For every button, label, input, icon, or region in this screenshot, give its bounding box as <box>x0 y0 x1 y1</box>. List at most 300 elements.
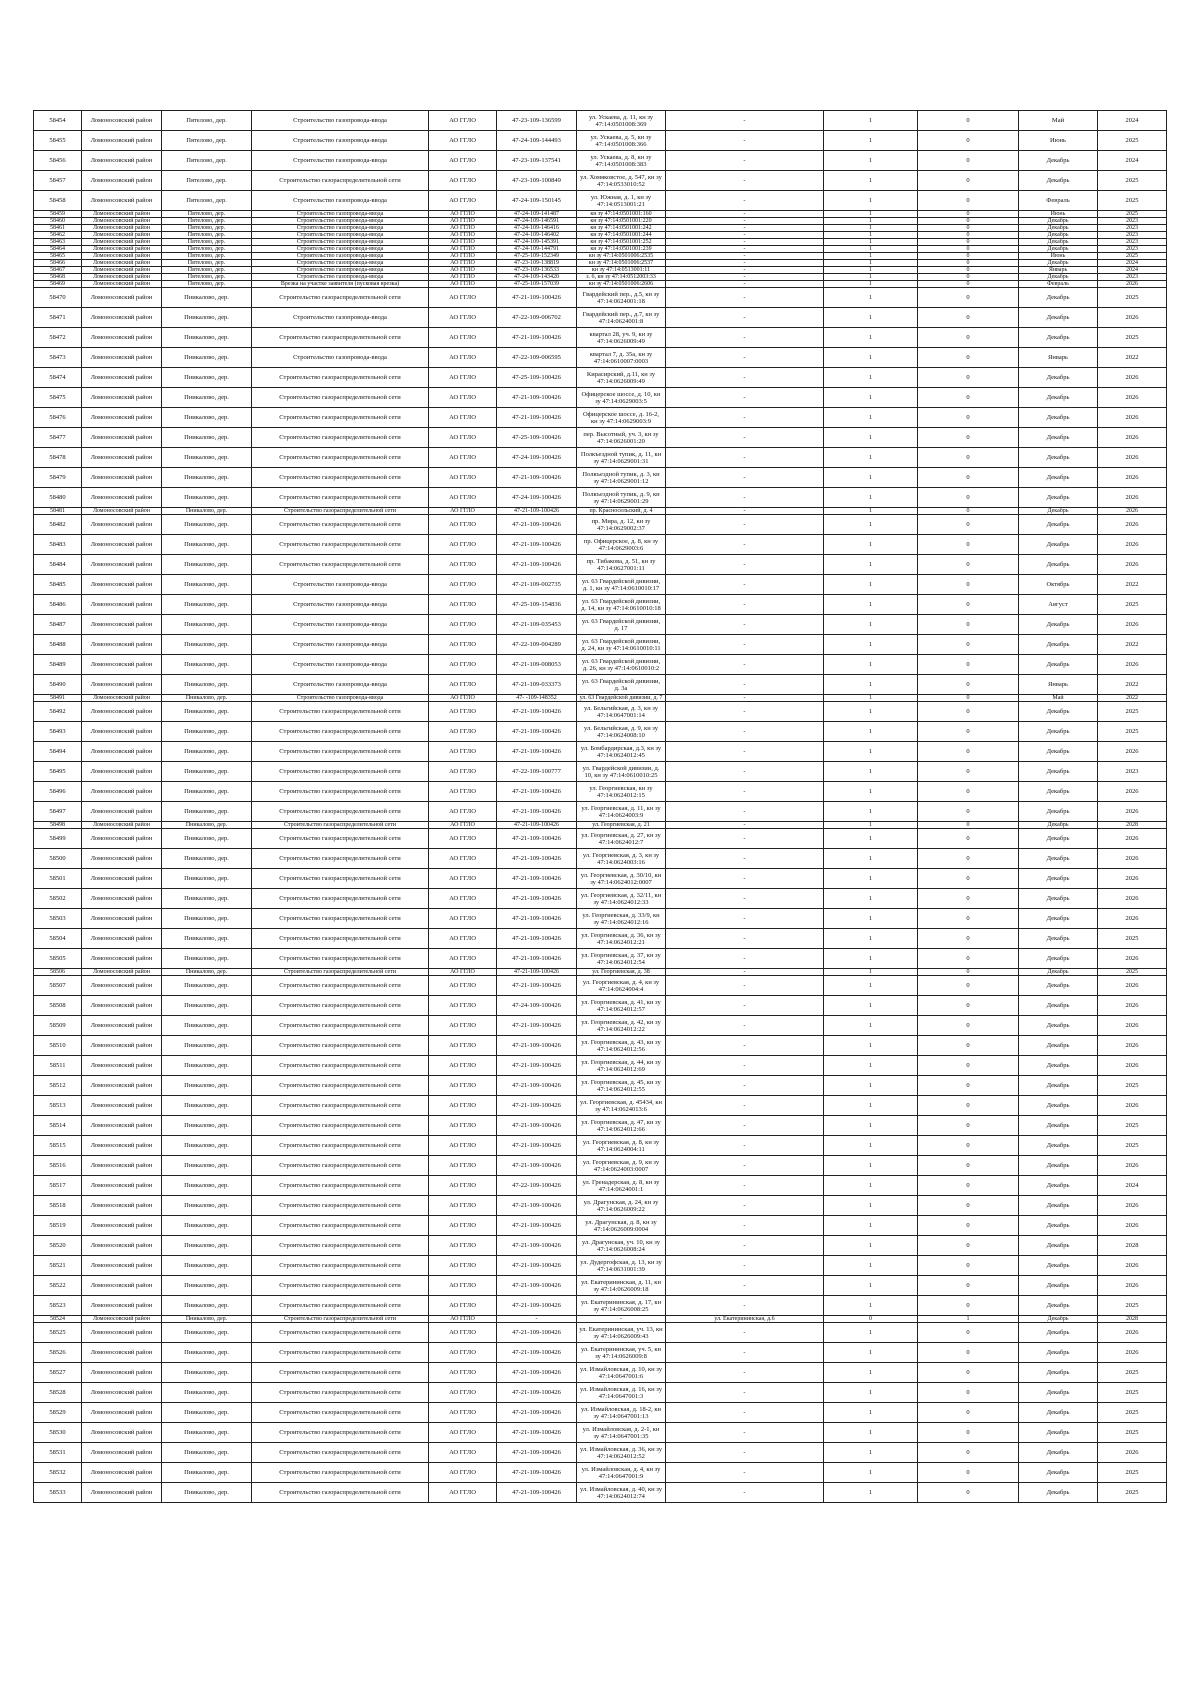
work-type-cell: Строительство газораспределительной сети <box>252 1423 429 1443</box>
additional-address-cell: - <box>666 488 824 508</box>
quantity-extra-cell: 0 <box>918 742 1019 762</box>
additional-address-cell: - <box>666 288 824 308</box>
month-cell: Август <box>1019 595 1098 615</box>
organization-cell: АО ГГЛО <box>429 151 497 171</box>
year-cell: 2026 <box>1098 615 1167 635</box>
district-cell: Ломоносовский район <box>82 1383 162 1403</box>
quantity-cell: 1 <box>824 1236 918 1256</box>
organization-cell: АО ГГЛО <box>429 1176 497 1196</box>
row-number: 58521 <box>34 1256 82 1276</box>
additional-address-cell: - <box>666 218 824 225</box>
quantity-extra-cell: 0 <box>918 802 1019 822</box>
quantity-extra-cell: 0 <box>918 976 1019 996</box>
contract-number-cell: 47-21-109-100426 <box>497 722 577 742</box>
additional-address-cell: - <box>666 448 824 468</box>
work-type-cell: Строительство газораспределительной сети <box>252 929 429 949</box>
year-cell: 2025 <box>1098 131 1167 151</box>
register-table <box>33 110 1167 1503</box>
district-cell: Ломоносовский район <box>82 232 162 239</box>
work-type-cell: Строительство газопровода-ввода <box>252 151 429 171</box>
organization-cell: АО ГГЛО <box>429 308 497 328</box>
address-cell: ул. Ускаева, д. 11, кн зу 47:14:0501008:369 <box>577 111 666 131</box>
quantity-cell: 1 <box>824 615 918 635</box>
month-cell: Май <box>1019 695 1098 702</box>
quantity-cell: 1 <box>824 762 918 782</box>
organization-cell: АО ГГЛО <box>429 1076 497 1096</box>
additional-address-cell: - <box>666 695 824 702</box>
quantity-cell: 1 <box>824 575 918 595</box>
table-row <box>34 782 1167 802</box>
year-cell: 2025 <box>1098 1423 1167 1443</box>
month-cell: Июнь <box>1019 211 1098 218</box>
month-cell: Декабрь <box>1019 1096 1098 1116</box>
table-row <box>34 488 1167 508</box>
contract-number-cell: 47-25-109-152349 <box>497 253 577 260</box>
quantity-extra-cell: 0 <box>918 1483 1019 1503</box>
district-cell: Ломоносовский район <box>82 849 162 869</box>
month-cell: Октябрь <box>1019 575 1098 595</box>
row-number: 58474 <box>34 368 82 388</box>
contract-number-cell: 47-21-109-100426 <box>497 1116 577 1136</box>
organization-cell: АО ГГЛО <box>429 762 497 782</box>
additional-address-cell: - <box>666 1116 824 1136</box>
district-cell: Ломоносовский район <box>82 1156 162 1176</box>
quantity-cell: 1 <box>824 535 918 555</box>
year-cell: 2026 <box>1098 869 1167 889</box>
address-cell: ул. 63 Гвардейской дивизии, д. 17 <box>577 615 666 635</box>
month-cell: Декабрь <box>1019 929 1098 949</box>
quantity-cell: 1 <box>824 1176 918 1196</box>
row-number: 58501 <box>34 869 82 889</box>
quantity-cell: 1 <box>824 675 918 695</box>
work-type-cell: Строительство газораспределительной сети <box>252 368 429 388</box>
year-cell: 2025 <box>1098 722 1167 742</box>
row-number: 58533 <box>34 1483 82 1503</box>
contract-number-cell: 47-21-109-100426 <box>497 802 577 822</box>
work-type-cell: Строительство газопровода-ввода <box>252 675 429 695</box>
row-number: 58517 <box>34 1176 82 1196</box>
additional-address-cell: - <box>666 468 824 488</box>
locality-cell: Пникалово, дер. <box>162 555 252 575</box>
quantity-cell: 1 <box>824 448 918 468</box>
quantity-cell: 1 <box>824 889 918 909</box>
additional-address-cell: - <box>666 869 824 889</box>
additional-address-cell: - <box>666 1056 824 1076</box>
district-cell: Ломоносовский район <box>82 308 162 328</box>
work-type-cell: Строительство газораспределительной сети <box>252 742 429 762</box>
quantity-cell: 1 <box>824 909 918 929</box>
table-row <box>34 1443 1167 1463</box>
year-cell: 2026 <box>1098 996 1167 1016</box>
row-number: 58482 <box>34 515 82 535</box>
table-row <box>34 615 1167 635</box>
work-type-cell: Строительство газораспределительной сети <box>252 802 429 822</box>
month-cell: Декабрь <box>1019 1076 1098 1096</box>
work-type-cell: Строительство газораспределительной сети <box>252 171 429 191</box>
work-type-cell: Строительство газопровода-ввода <box>252 191 429 211</box>
year-cell: 2026 <box>1098 1196 1167 1216</box>
year-cell: 2022 <box>1098 575 1167 595</box>
address-cell: ул. Драгунская, д. 8, кн зу 47:14:0626009:0004 <box>577 1216 666 1236</box>
row-number: 58514 <box>34 1116 82 1136</box>
address-cell: ул. 63 Гвардейской дивизии, д. 26, кн зу 47:14:0610010:2 <box>577 655 666 675</box>
organization-cell: АО ГГЛО <box>429 1323 497 1343</box>
district-cell: Ломоносовский район <box>82 1076 162 1096</box>
year-cell: 2026 <box>1098 1343 1167 1363</box>
table-row <box>34 1076 1167 1096</box>
year-cell: 2026 <box>1098 308 1167 328</box>
address-cell: пр. Офицерское, д. 8, кн зу 47:14:0629003:6 <box>577 535 666 555</box>
quantity-extra-cell: 0 <box>918 869 1019 889</box>
contract-number-cell: 47-21-109-002735 <box>497 575 577 595</box>
table-row <box>34 267 1167 274</box>
contract-number-cell: 47- -109-148352 <box>497 695 577 702</box>
table-row <box>34 595 1167 615</box>
contract-number-cell: 47-21-109-100426 <box>497 1036 577 1056</box>
work-type-cell: Строительство газопровода-ввода <box>252 267 429 274</box>
quantity-extra-cell: 0 <box>918 1403 1019 1423</box>
quantity-extra-cell: 0 <box>918 408 1019 428</box>
additional-address-cell: ул. Екатерининская, д.6 <box>666 1316 824 1323</box>
quantity-extra-cell: 0 <box>918 281 1019 288</box>
additional-address-cell: - <box>666 328 824 348</box>
month-cell: Декабрь <box>1019 1296 1098 1316</box>
organization-cell: АО ГГЛО <box>429 695 497 702</box>
work-type-cell: Строительство газораспределительной сети <box>252 408 429 428</box>
organization-cell: АО ГГЛО <box>429 488 497 508</box>
contract-number-cell: 47-21-109-100426 <box>497 1136 577 1156</box>
organization-cell: АО ГГЛО <box>429 782 497 802</box>
contract-number-cell: 47-24-109-100426 <box>497 996 577 1016</box>
month-cell: Декабрь <box>1019 849 1098 869</box>
address-cell: ул. Георгиевская, д. 38 <box>577 969 666 976</box>
district-cell: Ломоносовский район <box>82 368 162 388</box>
address-cell: ул. Гвардейской дивизии, д. 10, кн зу 47:14:0610010:25 <box>577 762 666 782</box>
year-cell: 2026 <box>1098 1016 1167 1036</box>
row-number: 58522 <box>34 1276 82 1296</box>
quantity-cell: 1 <box>824 328 918 348</box>
additional-address-cell: - <box>666 191 824 211</box>
quantity-extra-cell: 0 <box>918 1443 1019 1463</box>
work-type-cell: Строительство газораспределительной сети <box>252 288 429 308</box>
contract-number-cell: 47-21-109-100426 <box>497 1423 577 1443</box>
year-cell: 2026 <box>1098 408 1167 428</box>
organization-cell: АО ГГЛО <box>429 615 497 635</box>
address-cell: Полкъездной тупик, д. 9, кн зу 47:14:0629001:29 <box>577 488 666 508</box>
quantity-cell: 1 <box>824 1483 918 1503</box>
table-row <box>34 1316 1167 1323</box>
organization-cell: АО ГГЛО <box>429 722 497 742</box>
organization-cell: АО ГГЛО <box>429 822 497 829</box>
year-cell: 2026 <box>1098 428 1167 448</box>
contract-number-cell: 47-21-109-100426 <box>497 929 577 949</box>
organization-cell: АО ГГЛО <box>429 1316 497 1323</box>
row-number: 58520 <box>34 1236 82 1256</box>
month-cell: Декабрь <box>1019 515 1098 535</box>
address-cell: кн зу 47:14:0513001:11 <box>577 267 666 274</box>
month-cell: Декабрь <box>1019 1236 1098 1256</box>
table-row <box>34 253 1167 260</box>
contract-number-cell: 47-21-109-100426 <box>497 1076 577 1096</box>
additional-address-cell: - <box>666 849 824 869</box>
additional-address-cell: - <box>666 151 824 171</box>
quantity-extra-cell: 0 <box>918 515 1019 535</box>
table-row <box>34 1196 1167 1216</box>
quantity-extra-cell: 0 <box>918 1216 1019 1236</box>
address-cell: ул. Георгиевская, д. 45, кн зу 47:14:0624012:55 <box>577 1076 666 1096</box>
locality-cell: Пникалово, дер. <box>162 802 252 822</box>
district-cell: Ломоносовский район <box>82 328 162 348</box>
address-cell: ул. Измайловская, д. 2-1, кн зу 47:14:0647001:35 <box>577 1423 666 1443</box>
work-type-cell: Строительство газораспределительной сети <box>252 448 429 468</box>
month-cell: Декабрь <box>1019 1116 1098 1136</box>
locality-cell: Пникалово, дер. <box>162 1363 252 1383</box>
month-cell: Декабрь <box>1019 1483 1098 1503</box>
year-cell: 2023 <box>1098 218 1167 225</box>
organization-cell: АО ГГЛО <box>429 1276 497 1296</box>
contract-number-cell: 47-21-109-100426 <box>497 1196 577 1216</box>
row-number: 58467 <box>34 267 82 274</box>
work-type-cell: Строительство газораспределительной сети <box>252 849 429 869</box>
address-cell: ул. Драгунская, д. 24, кн зу 47:14:0626009:22 <box>577 1196 666 1216</box>
additional-address-cell: - <box>666 211 824 218</box>
quantity-cell: 1 <box>824 368 918 388</box>
row-number: 58488 <box>34 635 82 655</box>
row-number: 58497 <box>34 802 82 822</box>
additional-address-cell: - <box>666 702 824 722</box>
organization-cell: АО ГГЛО <box>429 508 497 515</box>
quantity-cell: 1 <box>824 151 918 171</box>
year-cell: 2026 <box>1098 1443 1167 1463</box>
work-type-cell: Строительство газораспределительной сети <box>252 762 429 782</box>
address-cell: пр. Красносельский, д. 4 <box>577 508 666 515</box>
additional-address-cell: - <box>666 822 824 829</box>
organization-cell: АО ГГЛО <box>429 253 497 260</box>
district-cell: Ломоносовский район <box>82 1343 162 1363</box>
quantity-extra-cell: 0 <box>918 1276 1019 1296</box>
quantity-extra-cell: 0 <box>918 1116 1019 1136</box>
work-type-cell: Строительство газораспределительной сети <box>252 909 429 929</box>
row-number: 58503 <box>34 909 82 929</box>
address-cell: ул. Бельгийская, д. 3, кн зу 47:14:0647001:14 <box>577 702 666 722</box>
row-number: 58480 <box>34 488 82 508</box>
additional-address-cell: - <box>666 969 824 976</box>
district-cell: Ломоносовский район <box>82 260 162 267</box>
additional-address-cell: - <box>666 111 824 131</box>
table-row <box>34 822 1167 829</box>
table-row <box>34 1276 1167 1296</box>
quantity-cell: 1 <box>824 225 918 232</box>
locality-cell: Пникалово, дер. <box>162 348 252 368</box>
quantity-cell: 1 <box>824 191 918 211</box>
table-row <box>34 131 1167 151</box>
contract-number-cell: 47-24-109-146402 <box>497 232 577 239</box>
locality-cell: Пникалово, дер. <box>162 829 252 849</box>
address-cell: Офицерское шоссе, д. 10, кн зу 47:14:0629003:5 <box>577 388 666 408</box>
contract-number-cell: 47-24-109-146591 <box>497 218 577 225</box>
organization-cell: АО ГГЛО <box>429 131 497 151</box>
contract-number-cell: 47-21-109-100426 <box>497 288 577 308</box>
locality-cell: Пникалово, дер. <box>162 1176 252 1196</box>
table-row <box>34 869 1167 889</box>
table-row <box>34 232 1167 239</box>
district-cell: Ломоносовский район <box>82 239 162 246</box>
quantity-extra-cell: 0 <box>918 253 1019 260</box>
month-cell: Декабрь <box>1019 535 1098 555</box>
contract-number-cell: 47-21-109-100426 <box>497 1363 577 1383</box>
district-cell: Ломоносовский район <box>82 151 162 171</box>
quantity-extra-cell: 0 <box>918 635 1019 655</box>
table-row <box>34 308 1167 328</box>
row-number: 58483 <box>34 535 82 555</box>
quantity-extra-cell: 0 <box>918 1076 1019 1096</box>
table-row <box>34 1363 1167 1383</box>
district-cell: Ломоносовский район <box>82 976 162 996</box>
table-row <box>34 448 1167 468</box>
district-cell: Ломоносовский район <box>82 1296 162 1316</box>
district-cell: Ломоносовский район <box>82 1363 162 1383</box>
locality-cell: Пникалово, дер. <box>162 1096 252 1116</box>
quantity-extra-cell: 0 <box>918 448 1019 468</box>
district-cell: Ломоносовский район <box>82 388 162 408</box>
district-cell: Ломоносовский район <box>82 1236 162 1256</box>
contract-number-cell: 47-21-109-100426 <box>497 535 577 555</box>
month-cell: Декабрь <box>1019 1316 1098 1323</box>
month-cell: Декабрь <box>1019 308 1098 328</box>
row-number: 58496 <box>34 782 82 802</box>
address-cell: ул. Георгиевская, д. 3, кн зу 47:14:0624003:16 <box>577 849 666 869</box>
contract-number-cell: 47-21-109-100426 <box>497 1483 577 1503</box>
row-number: 58492 <box>34 702 82 722</box>
work-type-cell: Строительство газораспределительной сети <box>252 1403 429 1423</box>
work-type-cell: Строительство газораспределительной сети <box>252 1463 429 1483</box>
locality-cell: Пятелово, дер. <box>162 274 252 281</box>
table-row <box>34 408 1167 428</box>
year-cell: 2026 <box>1098 782 1167 802</box>
organization-cell: АО ГГЛО <box>429 869 497 889</box>
quantity-extra-cell: 0 <box>918 702 1019 722</box>
organization-cell: АО ГГЛО <box>429 949 497 969</box>
year-cell: 2025 <box>1098 1076 1167 1096</box>
contract-number-cell: 47-21-109-100426 <box>497 949 577 969</box>
contract-number-cell: 47-21-109-100426 <box>497 515 577 535</box>
work-type-cell: Строительство газораспределительной сети <box>252 1096 429 1116</box>
locality-cell: Пятелово, дер. <box>162 111 252 131</box>
locality-cell: Пятелово, дер. <box>162 225 252 232</box>
address-cell: ул. Георгиевская, д. 27, кн зу 47:14:0624012:7 <box>577 829 666 849</box>
address-cell: ул. Георгиевская, д. 21 <box>577 822 666 829</box>
additional-address-cell: - <box>666 1323 824 1343</box>
month-cell: Декабрь <box>1019 1056 1098 1076</box>
address-cell: ул. Измайловская, д. 16, кн зу 47:14:0647001:3 <box>577 1383 666 1403</box>
locality-cell: Пникалово, дер. <box>162 1423 252 1443</box>
year-cell: 2025 <box>1098 211 1167 218</box>
quantity-extra-cell: 0 <box>918 595 1019 615</box>
quantity-extra-cell: 1 <box>918 1316 1019 1323</box>
year-cell: 2026 <box>1098 555 1167 575</box>
additional-address-cell: - <box>666 1096 824 1116</box>
quantity-cell: 1 <box>824 1116 918 1136</box>
quantity-extra-cell: 0 <box>918 575 1019 595</box>
table-row <box>34 1343 1167 1363</box>
contract-number-cell: 47-21-109-100426 <box>497 869 577 889</box>
locality-cell: Пникалово, дер. <box>162 1276 252 1296</box>
row-number: 58485 <box>34 575 82 595</box>
table-row <box>34 849 1167 869</box>
organization-cell: АО ГГЛО <box>429 1403 497 1423</box>
locality-cell: Пятелово, дер. <box>162 191 252 211</box>
table-row <box>34 1323 1167 1343</box>
locality-cell: Пникалово, дер. <box>162 635 252 655</box>
quantity-cell: 1 <box>824 782 918 802</box>
district-cell: Ломоносовский район <box>82 822 162 829</box>
quantity-extra-cell: 0 <box>918 535 1019 555</box>
address-cell: кн зу 47:14:0501001:252 <box>577 239 666 246</box>
organization-cell: АО ГГЛО <box>429 1443 497 1463</box>
quantity-cell: 1 <box>824 976 918 996</box>
quantity-extra-cell: 0 <box>918 368 1019 388</box>
year-cell: 2025 <box>1098 288 1167 308</box>
row-number: 58531 <box>34 1443 82 1463</box>
work-type-cell: Строительство газопровода-ввода <box>252 111 429 131</box>
contract-number-cell: 47-21-109-100426 <box>497 976 577 996</box>
district-cell: Ломоносовский район <box>82 253 162 260</box>
contract-number-cell: 47-22-109-004289 <box>497 635 577 655</box>
district-cell: Ломоносовский район <box>82 555 162 575</box>
additional-address-cell: - <box>666 829 824 849</box>
month-cell: Декабрь <box>1019 239 1098 246</box>
address-cell: ул. Ускаева, д. 8, кн зу 47:14:0501008:383 <box>577 151 666 171</box>
row-number: 58513 <box>34 1096 82 1116</box>
row-number: 58458 <box>34 191 82 211</box>
row-number: 58526 <box>34 1343 82 1363</box>
contract-number-cell: 47-23-109-100849 <box>497 171 577 191</box>
year-cell: 2023 <box>1098 762 1167 782</box>
locality-cell: Пникалово, дер. <box>162 1016 252 1036</box>
district-cell: Ломоносовский район <box>82 508 162 515</box>
quantity-extra-cell: 0 <box>918 225 1019 232</box>
locality-cell: Пникалово, дер. <box>162 1463 252 1483</box>
contract-number-cell: 47-21-109-100426 <box>497 1383 577 1403</box>
year-cell: 2025 <box>1098 1116 1167 1136</box>
work-type-cell: Строительство газораспределительной сети <box>252 1323 429 1343</box>
address-cell: пр. Тибакова, д. 51, кн зу 47:14:0627001:11 <box>577 555 666 575</box>
month-cell: Декабрь <box>1019 976 1098 996</box>
month-cell: Декабрь <box>1019 1276 1098 1296</box>
district-cell: Ломоносовский район <box>82 1116 162 1136</box>
year-cell: 2026 <box>1098 655 1167 675</box>
month-cell: Декабрь <box>1019 782 1098 802</box>
month-cell: Декабрь <box>1019 829 1098 849</box>
table-row <box>34 996 1167 1016</box>
quantity-extra-cell: 0 <box>918 1423 1019 1443</box>
row-number: 58484 <box>34 555 82 575</box>
quantity-cell: 1 <box>824 348 918 368</box>
row-number: 58489 <box>34 655 82 675</box>
additional-address-cell: - <box>666 722 824 742</box>
district-cell: Ломоносовский район <box>82 1323 162 1343</box>
additional-address-cell: - <box>666 388 824 408</box>
locality-cell: Пникалово, дер. <box>162 1036 252 1056</box>
contract-number-cell: 47-21-109-035453 <box>497 615 577 635</box>
additional-address-cell: - <box>666 1363 824 1383</box>
organization-cell: АО ГГЛО <box>429 191 497 211</box>
table-row <box>34 742 1167 762</box>
quantity-extra-cell: 0 <box>918 655 1019 675</box>
month-cell: Декабрь <box>1019 949 1098 969</box>
table-row <box>34 909 1167 929</box>
quantity-cell: 1 <box>824 1216 918 1236</box>
